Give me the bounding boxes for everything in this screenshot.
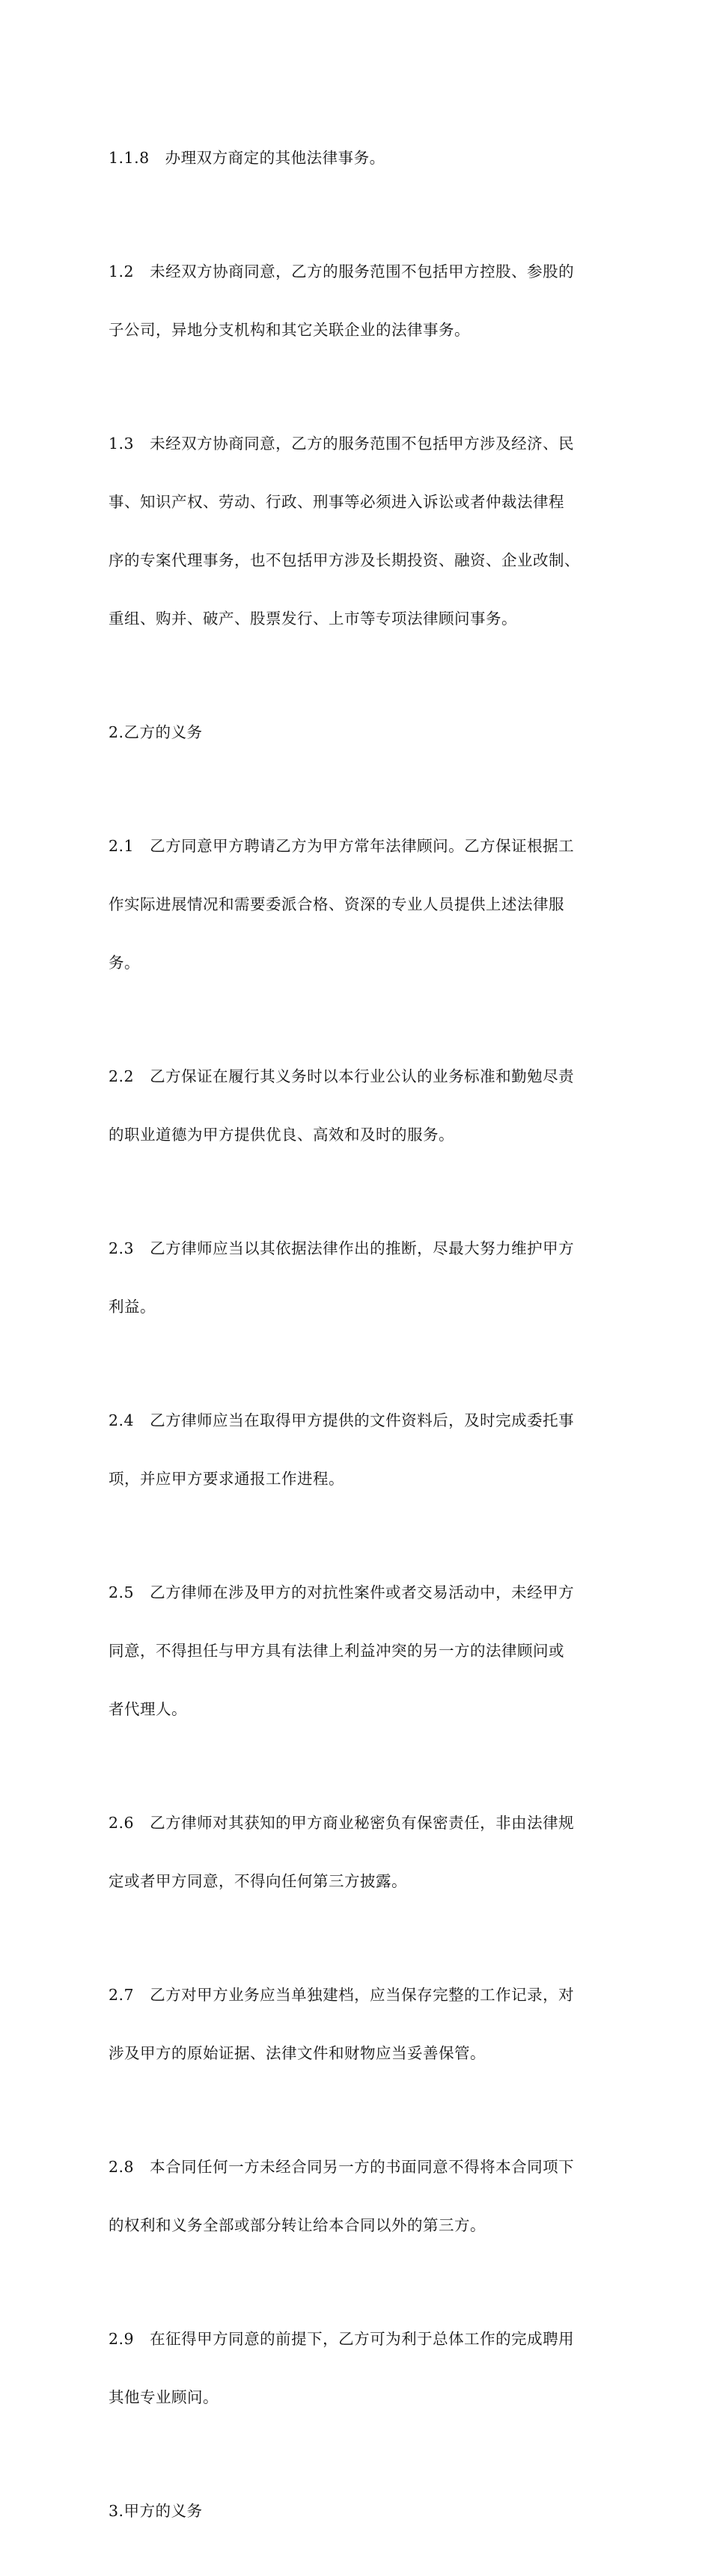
paragraph-2-2 xyxy=(109,1028,625,1183)
text-line: 3.甲方的义务 xyxy=(109,2502,203,2520)
text-line: 利益。 xyxy=(109,1298,156,1316)
text-line: 重组、购并、破产、股票发行、上市等专项法律顾问事务。 xyxy=(109,610,517,628)
text-line: 2.3 乙方律师应当以其依据法律作出的推断，尽最大努力维护甲方 xyxy=(109,1239,575,1257)
text-line: 其他专业顾问。 xyxy=(109,2388,219,2406)
text-line: 项，并应甲方要求通报工作进程。 xyxy=(109,1470,344,1488)
text-line: 务。 xyxy=(109,954,140,972)
text-line: 的职业道德为甲方提供优良、高效和及时的服务。 xyxy=(109,1126,454,1144)
paragraph-2-1 xyxy=(109,797,625,1011)
text-line: 者代理人。 xyxy=(109,1700,187,1718)
text-line: 1.1.8 办理双方商定的其他法律事务。 xyxy=(109,149,385,167)
text-line: 2.9 在征得甲方同意的前提下，乙方可为利于总体工作的完成聘用 xyxy=(109,2330,575,2348)
text-line: 子公司，异地分支机构和其它关联企业的法律事务。 xyxy=(109,321,470,339)
text-line: 2.6 乙方律师对其获知的甲方商业秘密负有保密责任，非由法律规 xyxy=(109,1814,575,1832)
paragraph-1-2 xyxy=(109,223,625,378)
text-line: 2.5 乙方律师在涉及甲方的对抗性案件或者交易活动中，未经甲方 xyxy=(109,1583,575,1601)
section-heading-3 xyxy=(109,2462,625,2560)
text-line: 2.乙方的义务 xyxy=(109,723,203,741)
text-line: 的权利和义务全部或部分转让给本合同以外的第三方。 xyxy=(109,2216,486,2234)
section-heading-2 xyxy=(109,684,625,781)
text-line: 2.4 乙方律师应当在取得甲方提供的文件资料后，及时完成委托事 xyxy=(109,1411,575,1429)
document-body xyxy=(109,109,625,2576)
text-line: 事、知识产权、劳动、行政、刑事等必须进入诉讼或者仲裁法律程 xyxy=(109,493,564,511)
text-line: 1.3 未经双方协商同意，乙方的服务范围不包括甲方涉及经济、民 xyxy=(109,435,575,453)
text-line: 作实际进展情况和需要委派合格、资深的专业人员提供上述法律服 xyxy=(109,895,564,913)
text-line: 序的专案代理事务，也不包括甲方涉及长期投资、融资、企业改制、 xyxy=(109,551,580,569)
text-line: 同意，不得担任与甲方具有法律上利益冲突的另一方的法律顾问或 xyxy=(109,1642,564,1660)
text-line: 2.1 乙方同意甲方聘请乙方为甲方常年法律顾问。乙方保证根据工 xyxy=(109,837,575,855)
text-line: 2.7 乙方对甲方业务应当单独建档，应当保存完整的工作记录，对 xyxy=(109,1986,575,2004)
paragraph-2-6 xyxy=(109,1774,625,1930)
text-line: 1.2 未经双方协商同意，乙方的服务范围不包括甲方控股、参股的 xyxy=(109,263,575,280)
paragraph-2-5 xyxy=(109,1544,625,1758)
text-line: 定或者甲方同意，不得向任何第三方披露。 xyxy=(109,1872,407,1890)
paragraph-1-1-8 xyxy=(109,109,625,206)
paragraph-2-9 xyxy=(109,2290,625,2446)
paragraph-2-4 xyxy=(109,1372,625,1527)
paragraph-2-3 xyxy=(109,1200,625,1355)
paragraph-1-3 xyxy=(109,395,625,667)
paragraph-2-7 xyxy=(109,1946,625,2102)
text-line: 2.2 乙方保证在履行其义务时以本行业公认的业务标准和勤勉尽责 xyxy=(109,1067,575,1085)
text-line: 涉及甲方的原始证据、法律文件和财物应当妥善保管。 xyxy=(109,2044,486,2062)
paragraph-2-8 xyxy=(109,2118,625,2274)
text-line: 2.8 本合同任何一方未经合同另一方的书面同意不得将本合同项下 xyxy=(109,2158,575,2176)
